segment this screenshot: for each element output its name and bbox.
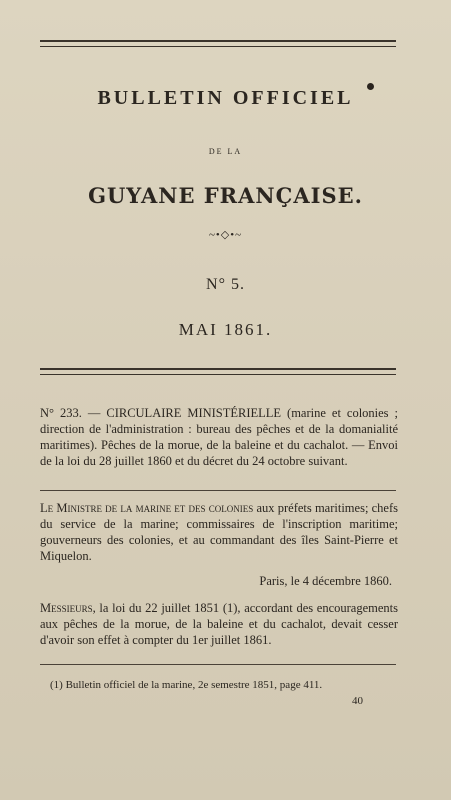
page-number: 40 — [352, 695, 363, 707]
item-number: N° 233. — [40, 406, 82, 420]
ornament-divider: ~•◇•~ — [208, 229, 243, 241]
addressee-paragraph — [40, 500, 398, 564]
bulletin-title: BULLETIN OFFICIEL — [97, 87, 354, 109]
letter-paragraph — [40, 600, 398, 648]
letter-text: , la loi du 22 juillet 1851 (1), accordant des encouragements aux pêches de la morue, de la baleine et du cachalot, devait cesser d'avoir son effet à compter du 1er juillet 1861. — [40, 601, 398, 647]
addressee-recipients: aux préfets maritimes; chefs du service de la marine; commissaires de l'inscription maritime; gouverneurs des colonies, et au commandant des îles Saint-Pierre et Miquelon. — [40, 501, 398, 563]
footnote: (1) Bulletin officiel de la marine, 2e semestre 1851, page 411. — [50, 679, 323, 691]
title-connector: DE LA — [208, 147, 243, 156]
issue-number: N° 5. — [206, 276, 245, 293]
place-date: Paris, le 4 décembre 1860. — [259, 574, 392, 588]
circular-heading — [40, 405, 398, 469]
header-bottom-double-rule — [40, 368, 396, 375]
top-double-rule — [40, 40, 396, 47]
item-description: — CIRCULAIRE MINISTÉRIELLE (marine et colonies ; direction de l'administration : bureau des pêches et de la domanialité maritimes). Pêches de la morue, de la baleine et du cachalot. — Envoi de la loi du 28 juillet 1860 et du décret du 24 octobre suivant. — [40, 406, 399, 468]
issue-date: MAI 1861. — [178, 320, 273, 339]
addressee-sender: Le Ministre de la marine et des colonies — [40, 501, 254, 515]
section-divider — [40, 490, 396, 491]
colony-title: GUYANE FRANÇAISE. — [88, 183, 363, 208]
salutation: Messieurs — [40, 601, 93, 615]
footnote-divider — [40, 664, 396, 665]
